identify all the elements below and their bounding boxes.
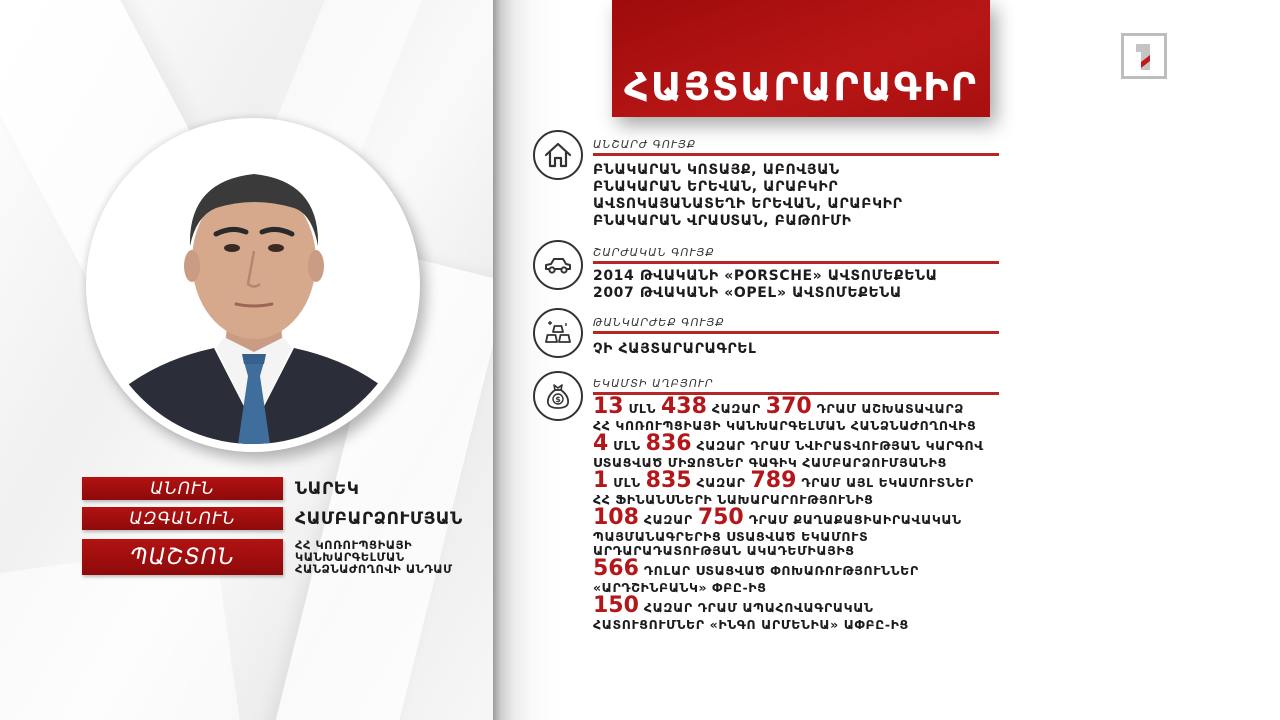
- section-heading: ԱՆՇԱՐԺ ԳՈՒՅՔ: [593, 138, 999, 156]
- name-label: ԱՆՈՒՆ: [82, 477, 283, 500]
- income-amount-number: 835: [645, 468, 692, 493]
- vehicle-line: 2007 ԹՎԱԿԱՆԻ «OPEL» ԱՎՏՈՄԵՔԵՆԱ: [593, 285, 902, 301]
- svg-text:$: $: [555, 395, 561, 404]
- money-bag-icon: [533, 371, 583, 421]
- income-amount-text: ՀԱԶԱՐ: [638, 512, 698, 527]
- income-amount-text: ԴՐԱՄ ԱՅԼ ԵԿԱՄՈՒՏՆԵՐ: [796, 475, 974, 490]
- income-amount-number: 438: [660, 394, 707, 419]
- income-amount-text: ՄԼՆ: [608, 475, 646, 490]
- income-amount-number: 836: [645, 431, 692, 456]
- income-list: [593, 394, 1033, 633]
- position-line: ՀԱՆՁՆԱԺՈՂՈՎԻ ԱՆԴԱՄ: [295, 562, 453, 576]
- income-amount-number: 566: [593, 556, 639, 581]
- surname-row: [82, 507, 463, 530]
- vehicle-line: 2014 ԹՎԱԿԱՆԻ «PORSCHE» ԱՎՏՈՄԵՔԵՆԱ: [593, 268, 938, 284]
- income-amount-text: ՀԱԶԱՐ ԴՐԱՄ ԱՊԱՀՈՎԱԳՐԱԿԱՆ: [638, 600, 874, 615]
- property-line: ԲՆԱԿԱՐԱՆ ԵՐԵՎԱՆ, ԱՐԱԲԿԻՐ: [593, 179, 839, 195]
- income-source-line: ՀԱՏՈՒՑՈՒՄՆԵՐ «ԻՆԳՈ ԱՐՄԵՆԻԱ» ԱՓԲԸ-ԻՑ: [593, 617, 909, 632]
- gold-bars-icon: [533, 308, 583, 358]
- income-amount-text: ԴՈԼԱՐ ՍՏԱՑՎԱԾ ՓՈԽԱՌՈՒԹՅՈՒՆՆԵՐ: [638, 563, 919, 578]
- property-line: ԲՆԱԿԱՐԱՆ ԿՈՏԱՅՔ, ԱԲՈՎՅԱՆ: [593, 162, 840, 178]
- section-body: [593, 268, 1033, 302]
- income-source-line: ԱՐԴԱՐԱԴԱՏՈՒԹՅԱՆ ԱԿԱԴԵՄԻԱՅԻՑ: [593, 543, 855, 558]
- income-item: [593, 505, 1033, 558]
- income-amount-number: 4: [593, 431, 609, 456]
- car-icon: [533, 240, 583, 290]
- income-source-line: ՍՏԱՑՎԱԾ ՄԻՋՈՑՆԵՐ ԳԱԳԻԿ ՀԱՄԲԱՐՁՈՒՄՅԱՆԻՑ: [593, 455, 947, 470]
- income-item: [593, 431, 1033, 470]
- section-heading: ԵԿԱՄՏԻ ԱՂԲՅՈՒՐ: [593, 377, 999, 395]
- income-item: [593, 468, 1033, 507]
- income-amount-number: 108: [593, 505, 639, 530]
- surname-value: ՀԱՄԲԱՐՁՈՒՄՅԱՆ: [295, 508, 463, 529]
- section-body: [593, 162, 1033, 230]
- income-amount-number: 750: [697, 505, 744, 530]
- income-item: [593, 556, 1033, 595]
- valuables-line: ՉԻ ՀԱՅՏԱՐԱՐԱԳՐԵԼ: [593, 341, 757, 357]
- income-source-line: ՀՀ ՖԻՆԱՆՍՆԵՐԻ ՆԱԽԱՐԱՐՈՒԹՅՈՒՆԻՑ: [593, 492, 874, 507]
- income-amount-number: 1: [593, 468, 609, 493]
- section-heading: ՇԱՐԺԱԿԱՆ ԳՈՒՅՔ: [593, 246, 999, 264]
- name-row: [82, 477, 359, 500]
- position-line: ՀՀ ԿՈՌՈՒՊՑԻԱՅԻ: [295, 538, 413, 552]
- income-amount-number: 150: [593, 593, 639, 618]
- property-line: ԱՎՏՈԿԱՅԱՆԱՏԵՂԻ ԵՐԵՎԱՆ, ԱՐԱԲԿԻՐ: [593, 196, 903, 212]
- income-amount-line: [593, 468, 1033, 493]
- income-amount-number: 370: [765, 394, 812, 419]
- income-amount-text: ԴՐԱՄ ՔԱՂԱՔԱՑԻԱԻՐԱՎԱԿԱՆ: [743, 512, 962, 527]
- income-source-line: ՀՀ ԿՈՌՈՒՊՑԻԱՅԻ ԿԱՆԽԱՐԳԵԼՄԱՆ ՀԱՆՁՆԱԺՈՂՈՎԻՑ: [593, 418, 977, 433]
- portrait-photo: [94, 126, 412, 444]
- income-amount-line: [593, 431, 1033, 456]
- income-amount-text: ՀԱԶԱՐ ԴՐԱՄ ՆՎԻՐԱՏՎՈՒԹՅԱՆ ԿԱՐԳՈՎ: [691, 438, 984, 453]
- income-amount-text: ՀԱԶԱՐ: [691, 475, 751, 490]
- portrait-image: [94, 126, 412, 444]
- income-amount-text: ՀԱԶԱՐ: [706, 401, 766, 416]
- income-item: [593, 593, 1033, 632]
- house-icon: [533, 130, 583, 180]
- income-item: [593, 394, 1033, 433]
- title-banner: [612, 0, 990, 117]
- property-line: ԲՆԱԿԱՐԱՆ ՎՐԱՍՏԱՆ, ԲԱԹՈՒՄԻ: [593, 213, 852, 229]
- left-panel: [0, 0, 495, 720]
- position-line: ԿԱՆԽԱՐԳԵԼՄԱՆ: [295, 550, 405, 564]
- page-title: ՀԱՅՏԱՐԱՐԱԳԻՐ: [624, 65, 978, 109]
- income-amount-line: [593, 394, 1033, 419]
- position-row: [82, 539, 453, 575]
- surname-label: ԱԶԳԱՆՈՒՆ: [82, 507, 283, 530]
- position-value: [295, 539, 453, 575]
- income-amount-text: ԴՐԱՄ ԱՇԽԱՏԱՎԱՐՁ: [811, 401, 965, 416]
- income-amount-line: [593, 556, 1033, 581]
- income-source-line: ՊԱՅՄԱՆԱԳՐԵՐԻՑ ՍՏԱՑՎԱԾ ԵԿԱՄՈՒՏ: [593, 529, 869, 544]
- section-body: [593, 341, 1033, 358]
- income-amount-text: ՄԼՆ: [623, 401, 661, 416]
- section-heading: ԹԱՆԿԱՐԺԵՔ ԳՈՒՅՔ: [593, 316, 999, 334]
- channel-1-logo-icon: [1121, 33, 1167, 79]
- income-amount-line: [593, 505, 1033, 530]
- position-label: ՊԱՇՏՈՆ: [82, 539, 283, 575]
- income-source-line: «ԱՐԴՇԻՆԲԱՆԿ» ՓԲԸ-ԻՑ: [593, 580, 767, 595]
- name-value: ՆԱՐԵԿ: [295, 478, 360, 499]
- income-amount-number: 13: [593, 394, 624, 419]
- income-amount-number: 789: [750, 468, 797, 493]
- income-amount-line: [593, 593, 1033, 618]
- income-amount-text: ՄԼՆ: [608, 438, 646, 453]
